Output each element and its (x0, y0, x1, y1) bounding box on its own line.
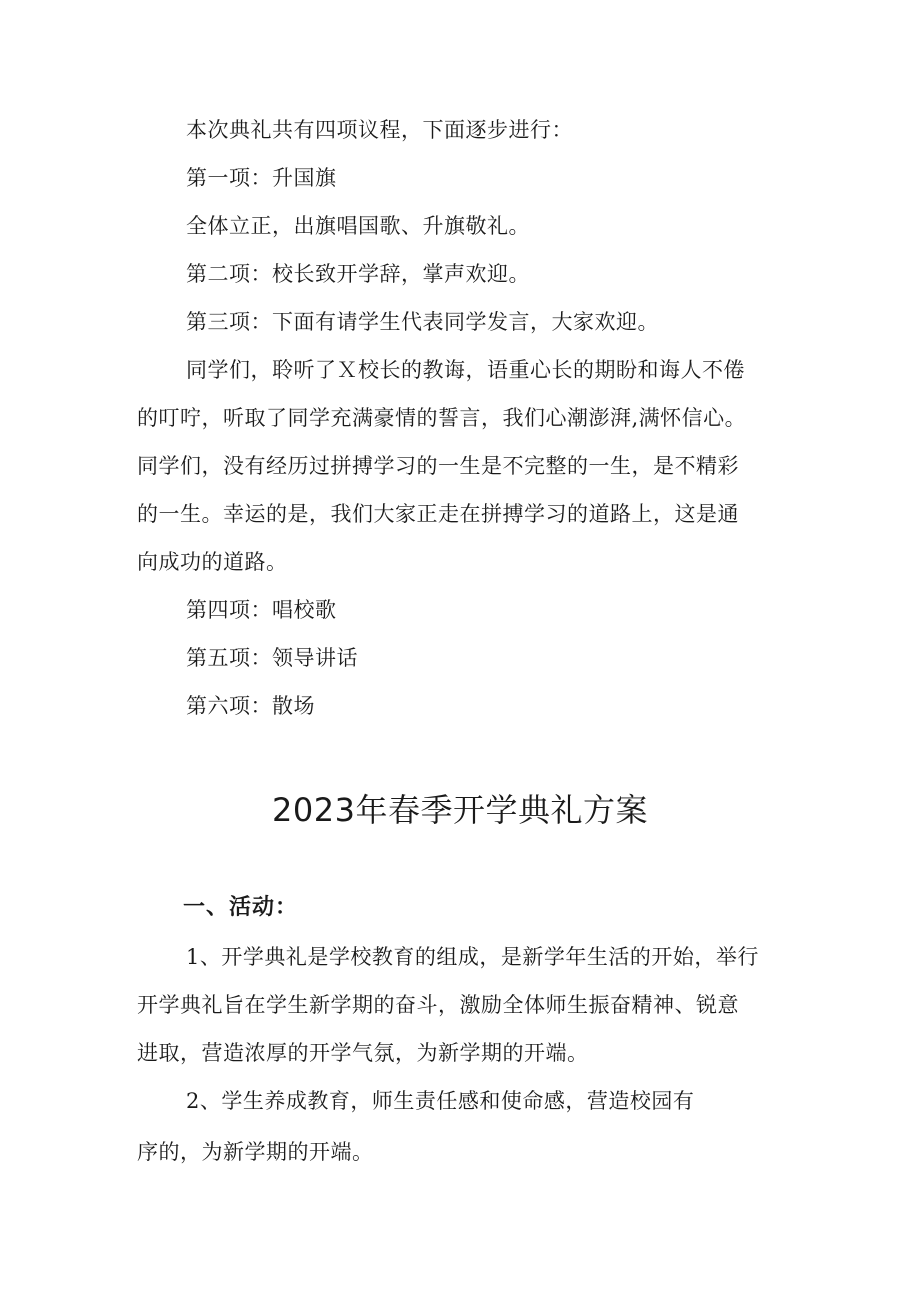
agenda-item-3: 第三项：下面有请学生代表同学发言，大家欢迎。 (186, 310, 659, 334)
plan-point-1-line: 开学典礼旨在学生新学期的奋斗，激励全体师生振奋精神、锐意 (137, 993, 739, 1017)
agenda-intro: 本次典礼共有四项议程，下面逐步进行： (186, 118, 573, 142)
agenda-item-2: 第二项：校长致开学辞，掌声欢迎。 (186, 262, 530, 286)
agenda-item-1-title: 第一项：升国旗 (186, 166, 337, 190)
agenda-item-5: 第五项：领导讲话 (186, 646, 358, 670)
plan-point-1-line: 进取，营造浓厚的开学气氛，为新学期的开端。 (137, 1041, 589, 1065)
agenda-item-6: 第六项：散场 (186, 694, 315, 718)
plan-title: 2023年春季开学典礼方案 (272, 791, 648, 829)
speech-line: 的叮咛，听取了同学充满豪情的誓言，我们心潮澎湃,满怀信心。 (137, 406, 747, 430)
speech-line: 的一生。幸运的是，我们大家正走在拼搏学习的道路上，这是通 (137, 502, 739, 526)
speech-line: 同学们，聆听了Ｘ校长的教诲，语重心长的期盼和诲人不倦 (186, 358, 745, 382)
speech-line: 向成功的道路。 (137, 550, 288, 574)
plan-point-1-line: 1、开学典礼是学校教育的组成，是新学年生活的开始，举行 (186, 945, 759, 969)
section-heading-activity: 一、活动： (183, 895, 299, 920)
plan-point-2-line: 序的，为新学期的开端。 (137, 1140, 374, 1164)
agenda-item-1-detail: 全体立正，出旗唱国歌、升旗敬礼。 (186, 214, 530, 238)
agenda-item-4: 第四项：唱校歌 (186, 598, 337, 622)
speech-line: 同学们，没有经历过拼搏学习的一生是不完整的一生，是不精彩 (137, 454, 739, 478)
plan-point-2-line: 2、学生养成教育，师生责任感和使命感，营造校园有 (186, 1089, 695, 1113)
